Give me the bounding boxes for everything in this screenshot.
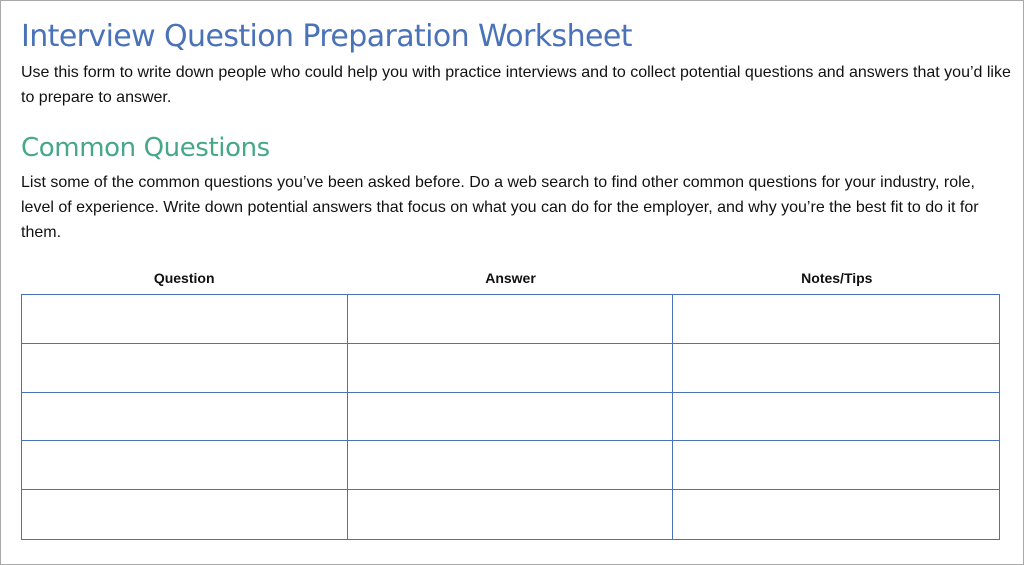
table-cell-answer[interactable]: [348, 295, 674, 344]
table-cell-question[interactable]: [22, 295, 348, 344]
column-header-notes-tips: Notes/Tips: [801, 270, 873, 286]
section-description: List some of the common questions you’ve been asked before. Do a web search to find other common questions for your industry, role, level of experience. Write down potential answers that focus on what you can do for the employer, and why you’re the best fit to do it for them.: [21, 174, 979, 241]
column-header-answer: Answer: [485, 270, 536, 286]
table-cell-answer[interactable]: [348, 490, 674, 539]
table-cell-question[interactable]: [22, 490, 348, 539]
table-cell-notes[interactable]: [673, 295, 999, 344]
table-cell-answer[interactable]: [348, 344, 674, 393]
table-cell-answer[interactable]: [348, 441, 674, 490]
table-cell-question[interactable]: [22, 344, 348, 393]
table-cell-notes[interactable]: [673, 441, 999, 490]
document-title: Interview Question Preparation Worksheet: [21, 19, 632, 54]
table-cell-question[interactable]: [22, 441, 348, 490]
table-cell-question[interactable]: [22, 393, 348, 442]
table-cell-notes[interactable]: [673, 490, 999, 539]
table-cell-notes[interactable]: [673, 393, 999, 442]
table-header-row: [21, 268, 1000, 288]
table-cell-answer[interactable]: [348, 393, 674, 442]
section-heading-common-questions: Common Questions: [21, 133, 270, 163]
questions-table: [21, 294, 1000, 540]
intro-paragraph: Use this form to write down people who could help you with practice interviews and to collect potential questions and answers that you’d like to prepare to answer.: [21, 64, 1011, 106]
column-header-question: Question: [153, 270, 215, 286]
table-cell-notes[interactable]: [673, 344, 999, 393]
